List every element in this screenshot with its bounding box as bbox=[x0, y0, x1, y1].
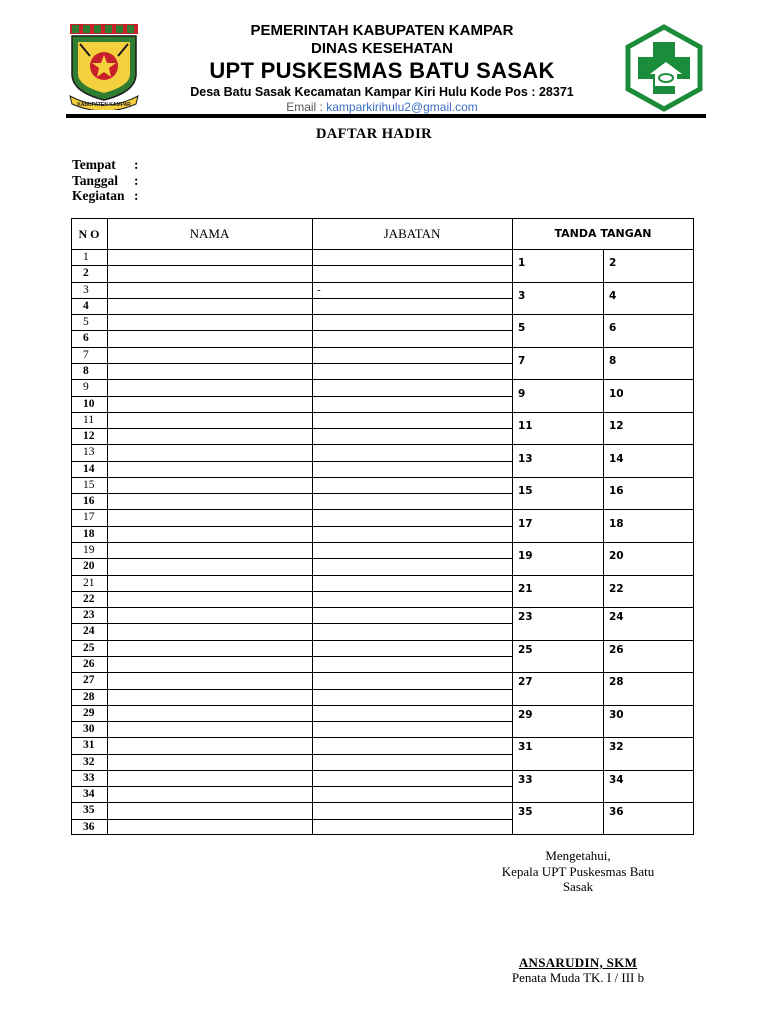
row-number: 4 bbox=[83, 300, 89, 312]
signature-slot-odd[interactable]: 25 bbox=[518, 644, 533, 656]
signature-row-divider bbox=[512, 477, 694, 478]
row-number: 16 bbox=[83, 495, 95, 507]
signature-slot-odd[interactable]: 21 bbox=[518, 583, 533, 595]
row-number: 13 bbox=[83, 446, 95, 458]
signature-slot-even[interactable]: 6 bbox=[609, 322, 617, 334]
row-number: 8 bbox=[83, 365, 89, 377]
signature-slot-even[interactable]: 28 bbox=[609, 676, 624, 688]
header-jabatan: JABATAN bbox=[383, 225, 441, 241]
signature-row-divider bbox=[512, 314, 694, 315]
signature-slot-even[interactable]: 12 bbox=[609, 420, 624, 432]
row-divider bbox=[71, 705, 512, 706]
signature-slot-odd[interactable]: 9 bbox=[518, 388, 526, 400]
signature-slot-even[interactable]: 18 bbox=[609, 518, 624, 530]
signature-slot-odd[interactable]: 15 bbox=[518, 485, 533, 497]
email-label: Email : bbox=[286, 100, 327, 114]
signer-position-line1: Kepala UPT Puskesmas Batu bbox=[501, 863, 655, 879]
row-number: 25 bbox=[83, 642, 95, 654]
row-divider bbox=[71, 737, 512, 738]
header-divider bbox=[71, 249, 694, 250]
field-separator: : bbox=[134, 157, 139, 172]
row-divider bbox=[71, 461, 512, 462]
row-number: 9 bbox=[83, 381, 89, 393]
row-number: 21 bbox=[83, 577, 95, 589]
signature-slot-odd[interactable]: 31 bbox=[518, 741, 533, 753]
signature-slot-odd[interactable]: 17 bbox=[518, 518, 533, 530]
signature-row-divider bbox=[512, 379, 694, 380]
signature-slot-even[interactable]: 22 bbox=[609, 583, 624, 595]
signature-row-divider bbox=[512, 412, 694, 413]
signature-row-divider bbox=[512, 347, 694, 348]
signature-row-divider bbox=[512, 575, 694, 576]
signature-slot-odd[interactable]: 23 bbox=[518, 611, 533, 623]
row-number: 11 bbox=[83, 414, 95, 426]
row-number: 34 bbox=[83, 788, 95, 800]
field-tanggal bbox=[72, 173, 139, 189]
row-divider bbox=[71, 363, 512, 364]
signature-slot-even[interactable]: 34 bbox=[609, 774, 624, 786]
row-number: 33 bbox=[83, 772, 95, 784]
signature-row-divider bbox=[512, 737, 694, 738]
signature-slot-odd[interactable]: 27 bbox=[518, 676, 533, 688]
signature-slot-odd[interactable]: 1 bbox=[518, 257, 526, 269]
row-number: 18 bbox=[83, 528, 95, 540]
signature-slot-odd[interactable]: 35 bbox=[518, 806, 533, 818]
row-divider bbox=[71, 477, 512, 478]
row-divider bbox=[71, 721, 512, 722]
signature-slot-even[interactable]: 26 bbox=[609, 644, 624, 656]
field-separator: : bbox=[134, 172, 139, 188]
signature-row-divider bbox=[512, 705, 694, 706]
row-number: 30 bbox=[83, 723, 95, 735]
field-label: Kegiatan bbox=[72, 188, 125, 203]
row-divider bbox=[71, 575, 512, 576]
signature-row-divider bbox=[512, 509, 694, 510]
row-number: 2 bbox=[83, 267, 89, 279]
row-divider bbox=[71, 754, 512, 755]
signer-name: ANSARUDIN, SKM bbox=[518, 955, 638, 970]
row-number: 31 bbox=[83, 739, 95, 751]
signature-row-divider bbox=[512, 802, 694, 803]
header-no: N O bbox=[78, 226, 100, 241]
row-number: 27 bbox=[83, 674, 95, 686]
row-number: 15 bbox=[83, 479, 95, 491]
row-divider bbox=[71, 526, 512, 527]
row-divider bbox=[71, 265, 512, 266]
signature-slot-odd[interactable]: 7 bbox=[518, 355, 526, 367]
row-number: 24 bbox=[83, 625, 95, 637]
signature-slot-even[interactable]: 24 bbox=[609, 611, 624, 623]
field-tempat bbox=[72, 157, 139, 173]
signer-identity bbox=[478, 955, 678, 985]
signature-slot-even[interactable]: 14 bbox=[609, 453, 624, 465]
letterhead bbox=[62, 18, 712, 114]
row-divider bbox=[71, 607, 512, 608]
attendance-table bbox=[71, 218, 694, 835]
puskesmas-logo bbox=[620, 24, 708, 112]
government-name: PEMERINTAH KABUPATEN KAMPAR bbox=[250, 22, 514, 39]
row-divider bbox=[71, 623, 512, 624]
row-divider bbox=[71, 379, 512, 380]
document-title: DAFTAR HADIR bbox=[315, 126, 433, 142]
row-divider bbox=[71, 770, 512, 771]
email-line bbox=[152, 100, 612, 115]
signature-slot-odd[interactable]: 33 bbox=[518, 774, 533, 786]
field-label: Tanggal bbox=[72, 172, 119, 188]
row-number: 14 bbox=[83, 463, 95, 475]
header-nama: NAMA bbox=[189, 225, 230, 241]
row-divider bbox=[71, 819, 512, 820]
row-divider bbox=[71, 282, 512, 283]
row-divider bbox=[71, 802, 512, 803]
row-number: 6 bbox=[83, 332, 89, 344]
row-number: 17 bbox=[83, 511, 95, 523]
signature-row-divider bbox=[512, 542, 694, 543]
row-divider bbox=[71, 444, 512, 445]
signature-slot-even[interactable]: 20 bbox=[609, 550, 624, 562]
signature-slot-even[interactable]: 4 bbox=[609, 290, 617, 302]
field-separator: : bbox=[134, 188, 139, 203]
row-divider bbox=[71, 412, 512, 413]
signature-row-divider bbox=[512, 607, 694, 608]
department-name: DINAS KESEHATAN bbox=[311, 40, 453, 57]
row-divider bbox=[71, 640, 512, 641]
signature-slot-odd[interactable]: 11 bbox=[518, 420, 533, 432]
signature-row-divider bbox=[512, 444, 694, 445]
signature-slot-even[interactable]: 8 bbox=[609, 355, 617, 367]
signature-row-divider bbox=[512, 672, 694, 673]
signature-row-divider bbox=[512, 282, 694, 283]
signer-position-line2: Sasak bbox=[562, 879, 594, 894]
row-divider bbox=[71, 314, 512, 315]
column-divider bbox=[512, 218, 513, 835]
row-divider bbox=[71, 298, 512, 299]
row-number: 20 bbox=[83, 560, 95, 572]
signature-row-divider bbox=[512, 770, 694, 771]
signature-slot-odd[interactable]: 29 bbox=[518, 709, 533, 721]
row-number: 22 bbox=[83, 593, 95, 605]
signature-slot-even[interactable]: 32 bbox=[609, 741, 624, 753]
letterhead-text bbox=[152, 22, 612, 115]
row-divider bbox=[71, 558, 512, 559]
row-number: 7 bbox=[83, 349, 89, 361]
email-link[interactable]: kamparkirihulu2@gmail.com bbox=[326, 100, 478, 114]
signature-slot-odd[interactable]: 19 bbox=[518, 550, 533, 562]
row-number: 1 bbox=[83, 251, 89, 263]
signature-slot-odd[interactable]: 3 bbox=[518, 290, 526, 302]
row-number: 5 bbox=[83, 316, 89, 328]
row-divider bbox=[71, 330, 512, 331]
info-fields bbox=[72, 157, 139, 204]
stray-mark: - bbox=[317, 284, 321, 296]
row-number: 32 bbox=[83, 756, 95, 768]
row-number: 3 bbox=[83, 284, 89, 296]
row-number: 36 bbox=[83, 821, 95, 833]
row-number: 35 bbox=[83, 804, 95, 816]
signature-slot-even[interactable]: 36 bbox=[609, 806, 624, 818]
row-number: 12 bbox=[83, 430, 95, 442]
row-divider bbox=[71, 786, 512, 787]
unit-name: UPT PUSKESMAS BATU SASAK bbox=[209, 58, 555, 83]
row-number: 26 bbox=[83, 658, 95, 670]
logo-left-text: KABUPATEN KAMPAR bbox=[77, 102, 131, 108]
table-border bbox=[693, 218, 694, 835]
field-label: Tempat bbox=[72, 157, 116, 172]
row-divider bbox=[71, 396, 512, 397]
table-border bbox=[71, 218, 694, 219]
row-divider bbox=[71, 542, 512, 543]
row-divider bbox=[71, 689, 512, 690]
letterhead-divider bbox=[66, 114, 706, 118]
row-divider bbox=[71, 656, 512, 657]
row-number: 28 bbox=[83, 691, 95, 703]
row-number: 19 bbox=[83, 544, 95, 556]
row-divider bbox=[71, 493, 512, 494]
signature-slot-odd[interactable]: 5 bbox=[518, 322, 526, 334]
signature-row-divider bbox=[512, 640, 694, 641]
address: Desa Batu Sasak Kecamatan Kampar Kiri Hulu Kode Pos : 28371 bbox=[190, 85, 574, 99]
row-divider bbox=[71, 591, 512, 592]
acknowledged-label: Mengetahui, bbox=[545, 848, 611, 863]
row-number: 29 bbox=[83, 707, 95, 719]
signature-slot-even[interactable]: 16 bbox=[609, 485, 624, 497]
header-tanda-tangan: TANDA TANGAN bbox=[554, 227, 652, 240]
row-number: 23 bbox=[83, 609, 95, 621]
signature-slot-odd[interactable]: 13 bbox=[518, 453, 533, 465]
signature-slot-even[interactable]: 2 bbox=[609, 257, 617, 269]
table-border bbox=[71, 834, 694, 835]
row-divider bbox=[71, 509, 512, 510]
kampar-regency-logo bbox=[66, 22, 142, 110]
signature-block bbox=[478, 848, 678, 895]
row-divider bbox=[71, 347, 512, 348]
row-number: 10 bbox=[83, 398, 95, 410]
field-kegiatan bbox=[72, 188, 139, 204]
signer-rank: Penata Muda TK. I / III b bbox=[511, 970, 645, 985]
row-divider bbox=[71, 428, 512, 429]
row-divider bbox=[71, 672, 512, 673]
signature-slot-even[interactable]: 30 bbox=[609, 709, 624, 721]
signature-slot-even[interactable]: 10 bbox=[609, 388, 624, 400]
